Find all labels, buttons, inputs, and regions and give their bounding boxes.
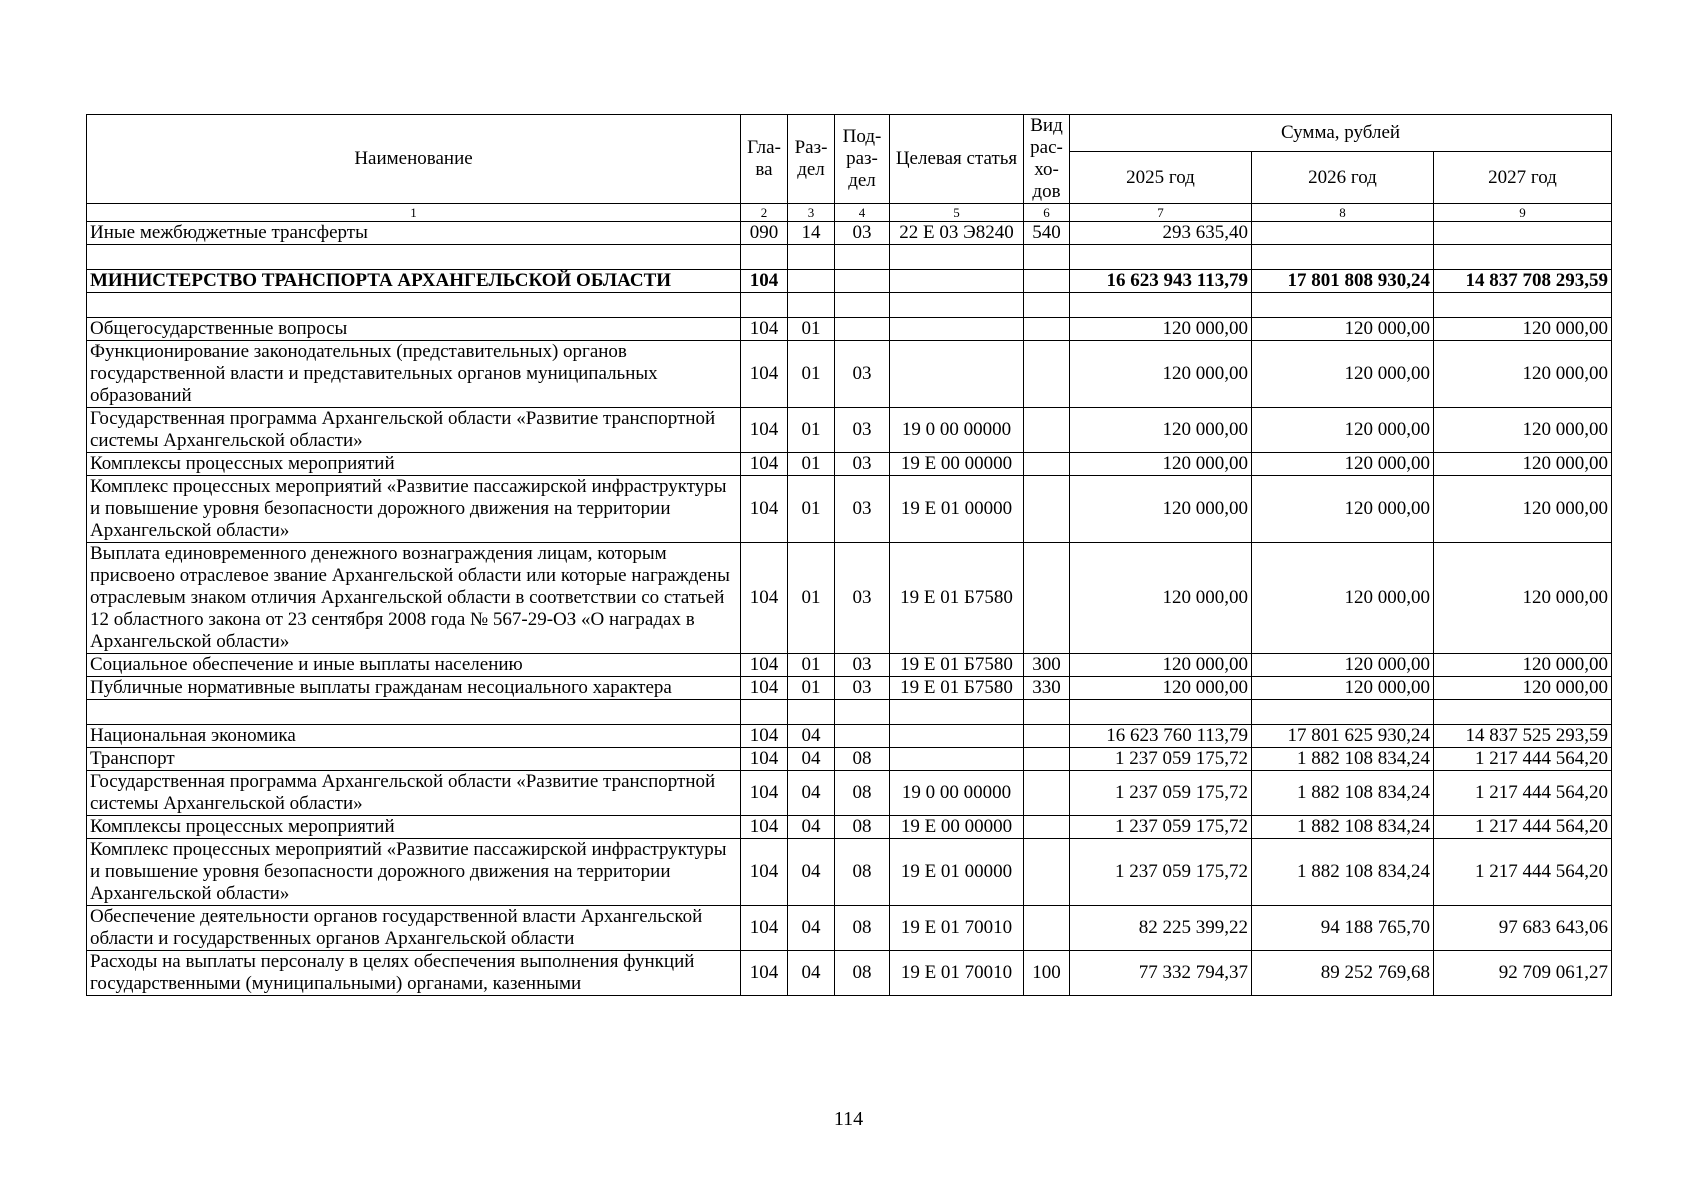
row-razdel: 04: [788, 951, 835, 996]
row-sum-2027: 1 217 444 564,20: [1434, 748, 1612, 771]
empty-cell: [890, 293, 1024, 318]
row-name: Комплекс процессных мероприятий «Развитие пассажирской инфраструктуры и повышение уровня безопасности дорожного движения на территории Архангельской области»: [87, 839, 741, 906]
empty-cell: [1434, 293, 1612, 318]
table-row: [87, 654, 1612, 677]
row-sum-2025: 120 000,00: [1070, 341, 1252, 408]
row-sum-2026: 120 000,00: [1252, 453, 1434, 476]
row-razdel: 04: [788, 748, 835, 771]
row-target: 19 Е 01 70010: [890, 951, 1024, 996]
row-vid: [1024, 816, 1070, 839]
column-numbers-row: [87, 204, 1612, 222]
row-sum-2027: 120 000,00: [1434, 408, 1612, 453]
row-sum-2027: 120 000,00: [1434, 341, 1612, 408]
row-glava: 104: [741, 453, 788, 476]
row-sum-2026: 120 000,00: [1252, 341, 1434, 408]
row-glava: 104: [741, 816, 788, 839]
empty-cell: [890, 245, 1024, 270]
row-sum-2026: 120 000,00: [1252, 476, 1434, 543]
header-target: Целевая статья: [890, 115, 1024, 204]
column-number: 4: [835, 204, 890, 222]
row-vid: [1024, 748, 1070, 771]
column-number: 3: [788, 204, 835, 222]
row-target: 19 Е 01 00000: [890, 839, 1024, 906]
row-name: Общегосударственные вопросы: [87, 318, 741, 341]
row-glava: 104: [741, 318, 788, 341]
row-podrazdel: [835, 270, 890, 293]
row-razdel: 01: [788, 453, 835, 476]
row-podrazdel: 08: [835, 748, 890, 771]
row-sum-2026: 1 882 108 834,24: [1252, 816, 1434, 839]
row-sum-2025: 120 000,00: [1070, 408, 1252, 453]
row-sum-2027: 120 000,00: [1434, 654, 1612, 677]
row-glava: 104: [741, 654, 788, 677]
header-razdel: Раз-дел: [788, 115, 835, 204]
row-glava: 104: [741, 839, 788, 906]
row-sum-2026: 1 882 108 834,24: [1252, 771, 1434, 816]
row-podrazdel: 03: [835, 543, 890, 654]
table-row: [87, 270, 1612, 293]
row-glava: 090: [741, 222, 788, 245]
row-sum-2026: 120 000,00: [1252, 654, 1434, 677]
row-sum-2027: 120 000,00: [1434, 318, 1612, 341]
header-podrazdel: Под-раз-дел: [835, 115, 890, 204]
spacer-row: [87, 700, 1612, 725]
empty-cell: [87, 245, 741, 270]
row-target: 19 Е 01 Б7580: [890, 654, 1024, 677]
row-glava: 104: [741, 725, 788, 748]
empty-cell: [890, 700, 1024, 725]
row-sum-2025: 1 237 059 175,72: [1070, 839, 1252, 906]
row-vid: [1024, 839, 1070, 906]
header-year-2027: 2027 год: [1434, 152, 1612, 204]
spacer-row: [87, 245, 1612, 270]
row-name: Комплексы процессных мероприятий: [87, 453, 741, 476]
row-target: 19 Е 01 70010: [890, 906, 1024, 951]
row-podrazdel: 03: [835, 654, 890, 677]
empty-cell: [741, 293, 788, 318]
row-podrazdel: 08: [835, 771, 890, 816]
table-row: [87, 318, 1612, 341]
row-razdel: 04: [788, 839, 835, 906]
row-target: 19 Е 01 Б7580: [890, 543, 1024, 654]
row-sum-2025: 16 623 760 113,79: [1070, 725, 1252, 748]
row-sum-2026: 120 000,00: [1252, 677, 1434, 700]
row-sum-2026: 94 188 765,70: [1252, 906, 1434, 951]
row-razdel: 01: [788, 408, 835, 453]
row-target: 19 Е 00 00000: [890, 816, 1024, 839]
column-number: 2: [741, 204, 788, 222]
row-podrazdel: 08: [835, 951, 890, 996]
row-sum-2027: 1 217 444 564,20: [1434, 816, 1612, 839]
row-name: Расходы на выплаты персоналу в целях обеспечения выполнения функций государственными (муниципальными) органами, казенными: [87, 951, 741, 996]
empty-cell: [835, 245, 890, 270]
row-sum-2027: 14 837 708 293,59: [1434, 270, 1612, 293]
row-sum-2025: 1 237 059 175,72: [1070, 816, 1252, 839]
row-sum-2026: 89 252 769,68: [1252, 951, 1434, 996]
table-row: [87, 839, 1612, 906]
header-year-2025: 2025 год: [1070, 152, 1252, 204]
table-row: [87, 408, 1612, 453]
empty-cell: [1252, 293, 1434, 318]
empty-cell: [835, 700, 890, 725]
row-vid: 100: [1024, 951, 1070, 996]
row-name: Государственная программа Архангельской области «Развитие транспортной системы Архангельской области»: [87, 771, 741, 816]
row-podrazdel: 03: [835, 476, 890, 543]
row-sum-2025: 293 635,40: [1070, 222, 1252, 245]
row-vid: [1024, 906, 1070, 951]
row-vid: [1024, 408, 1070, 453]
row-podrazdel: 08: [835, 839, 890, 906]
row-razdel: 01: [788, 341, 835, 408]
table-row: [87, 543, 1612, 654]
row-vid: [1024, 543, 1070, 654]
column-number: 6: [1024, 204, 1070, 222]
column-number: 1: [87, 204, 741, 222]
table-row: [87, 222, 1612, 245]
row-target: 19 0 00 00000: [890, 408, 1024, 453]
row-name: Национальная экономика: [87, 725, 741, 748]
row-razdel: 04: [788, 816, 835, 839]
row-razdel: 14: [788, 222, 835, 245]
row-podrazdel: 03: [835, 453, 890, 476]
row-sum-2027: [1434, 222, 1612, 245]
row-target: [890, 725, 1024, 748]
row-sum-2027: 120 000,00: [1434, 453, 1612, 476]
row-sum-2027: 1 217 444 564,20: [1434, 771, 1612, 816]
row-vid: [1024, 476, 1070, 543]
row-sum-2025: 120 000,00: [1070, 453, 1252, 476]
empty-cell: [741, 245, 788, 270]
row-target: [890, 341, 1024, 408]
row-podrazdel: 08: [835, 816, 890, 839]
row-glava: 104: [741, 748, 788, 771]
row-sum-2027: 120 000,00: [1434, 677, 1612, 700]
table-header: [87, 115, 1612, 222]
row-name: Комплекс процессных мероприятий «Развитие пассажирской инфраструктуры и повышение уровня безопасности дорожного движения на территории Архангельской области»: [87, 476, 741, 543]
table-row: [87, 453, 1612, 476]
row-name: Государственная программа Архангельской области «Развитие транспортной системы Архангельской области»: [87, 408, 741, 453]
row-sum-2025: 120 000,00: [1070, 318, 1252, 341]
row-podrazdel: 03: [835, 341, 890, 408]
row-glava: 104: [741, 476, 788, 543]
row-name: МИНИСТЕРСТВО ТРАНСПОРТА АРХАНГЕЛЬСКОЙ ОБЛАСТИ: [87, 270, 741, 293]
row-target: [890, 270, 1024, 293]
table-row: [87, 677, 1612, 700]
row-target: 19 Е 01 00000: [890, 476, 1024, 543]
row-razdel: [788, 270, 835, 293]
row-sum-2026: 120 000,00: [1252, 543, 1434, 654]
column-number: 8: [1252, 204, 1434, 222]
row-sum-2026: 17 801 625 930,24: [1252, 725, 1434, 748]
table-row: [87, 341, 1612, 408]
row-vid: 300: [1024, 654, 1070, 677]
row-sum-2026: [1252, 222, 1434, 245]
table-row: [87, 748, 1612, 771]
empty-cell: [1024, 293, 1070, 318]
empty-cell: [1024, 245, 1070, 270]
row-razdel: 01: [788, 476, 835, 543]
empty-cell: [87, 700, 741, 725]
empty-cell: [87, 293, 741, 318]
empty-cell: [1434, 700, 1612, 725]
empty-cell: [835, 293, 890, 318]
row-vid: [1024, 318, 1070, 341]
row-sum-2025: 1 237 059 175,72: [1070, 748, 1252, 771]
table-row: [87, 771, 1612, 816]
row-glava: 104: [741, 906, 788, 951]
row-sum-2027: 120 000,00: [1434, 476, 1612, 543]
row-podrazdel: [835, 725, 890, 748]
row-name: Обеспечение деятельности органов государственной власти Архангельской области и государственных органов Архангельской области: [87, 906, 741, 951]
empty-cell: [1252, 245, 1434, 270]
row-glava: 104: [741, 543, 788, 654]
row-vid: 330: [1024, 677, 1070, 700]
row-target: 22 Е 03 Э8240: [890, 222, 1024, 245]
row-razdel: 04: [788, 771, 835, 816]
row-podrazdel: 03: [835, 677, 890, 700]
empty-cell: [788, 700, 835, 725]
empty-cell: [1024, 700, 1070, 725]
row-razdel: 04: [788, 906, 835, 951]
row-name: Функционирование законодательных (представительных) органов государственной власти и представительных органов муниципальных образований: [87, 341, 741, 408]
row-name: Выплата единовременного денежного вознаграждения лицам, которым присвоено отраслевое звание Архангельской области или которые награждены отраслевым знаком отличия Архангельской области в соответствии со статьей 12 областного закона от 23 сентября 2008 года № 567-29-ОЗ «О наградах в Архангельской области»: [87, 543, 741, 654]
row-sum-2025: 120 000,00: [1070, 654, 1252, 677]
row-sum-2025: 1 237 059 175,72: [1070, 771, 1252, 816]
row-name: Иные межбюджетные трансферты: [87, 222, 741, 245]
row-sum-2026: 120 000,00: [1252, 408, 1434, 453]
row-glava: 104: [741, 951, 788, 996]
row-sum-2025: 82 225 399,22: [1070, 906, 1252, 951]
row-sum-2026: 1 882 108 834,24: [1252, 748, 1434, 771]
empty-cell: [1070, 245, 1252, 270]
row-sum-2027: 92 709 061,27: [1434, 951, 1612, 996]
row-podrazdel: 03: [835, 408, 890, 453]
row-sum-2026: 1 882 108 834,24: [1252, 839, 1434, 906]
row-podrazdel: 03: [835, 222, 890, 245]
row-razdel: 01: [788, 543, 835, 654]
row-razdel: 01: [788, 677, 835, 700]
row-target: 19 0 00 00000: [890, 771, 1024, 816]
empty-cell: [1434, 245, 1612, 270]
row-target: 19 Е 01 Б7580: [890, 677, 1024, 700]
row-sum-2027: 1 217 444 564,20: [1434, 839, 1612, 906]
row-vid: [1024, 270, 1070, 293]
row-podrazdel: 08: [835, 906, 890, 951]
row-sum-2026: 120 000,00: [1252, 318, 1434, 341]
empty-cell: [741, 700, 788, 725]
budget-table: [86, 114, 1612, 996]
row-sum-2027: 97 683 643,06: [1434, 906, 1612, 951]
row-podrazdel: [835, 318, 890, 341]
row-glava: 104: [741, 771, 788, 816]
row-vid: [1024, 453, 1070, 476]
table-row: [87, 476, 1612, 543]
row-name: Транспорт: [87, 748, 741, 771]
row-vid: [1024, 725, 1070, 748]
empty-cell: [1252, 700, 1434, 725]
column-number: 5: [890, 204, 1024, 222]
empty-cell: [1070, 700, 1252, 725]
page-number: 114: [833, 1108, 864, 1130]
row-vid: [1024, 341, 1070, 408]
row-glava: 104: [741, 408, 788, 453]
empty-cell: [788, 245, 835, 270]
empty-cell: [788, 293, 835, 318]
row-vid: 540: [1024, 222, 1070, 245]
header-glava: Гла-ва: [741, 115, 788, 204]
header-name: Наименование: [87, 115, 741, 204]
table-row: [87, 816, 1612, 839]
row-glava: 104: [741, 341, 788, 408]
row-vid: [1024, 771, 1070, 816]
row-sum-2026: 17 801 808 930,24: [1252, 270, 1434, 293]
row-target: 19 Е 00 00000: [890, 453, 1024, 476]
row-glava: 104: [741, 270, 788, 293]
table-row: [87, 951, 1612, 996]
row-name: Социальное обеспечение и иные выплаты населению: [87, 654, 741, 677]
table-row: [87, 725, 1612, 748]
row-glava: 104: [741, 677, 788, 700]
row-name: Публичные нормативные выплаты гражданам несоциального характера: [87, 677, 741, 700]
row-sum-2025: 120 000,00: [1070, 476, 1252, 543]
row-target: [890, 748, 1024, 771]
row-target: [890, 318, 1024, 341]
header-sum: Сумма, рублей: [1070, 115, 1612, 152]
row-sum-2025: 120 000,00: [1070, 677, 1252, 700]
table-row: [87, 906, 1612, 951]
empty-cell: [1070, 293, 1252, 318]
spacer-row: [87, 293, 1612, 318]
row-sum-2025: 120 000,00: [1070, 543, 1252, 654]
row-razdel: 01: [788, 318, 835, 341]
column-number: 9: [1434, 204, 1612, 222]
column-number: 7: [1070, 204, 1252, 222]
row-name: Комплексы процессных мероприятий: [87, 816, 741, 839]
header-vid: Вид рас-хо-дов: [1024, 115, 1070, 204]
row-razdel: 04: [788, 725, 835, 748]
header-year-2026: 2026 год: [1252, 152, 1434, 204]
row-sum-2027: 14 837 525 293,59: [1434, 725, 1612, 748]
row-sum-2025: 77 332 794,37: [1070, 951, 1252, 996]
row-sum-2027: 120 000,00: [1434, 543, 1612, 654]
row-razdel: 01: [788, 654, 835, 677]
row-sum-2025: 16 623 943 113,79: [1070, 270, 1252, 293]
table-body: [87, 222, 1612, 996]
